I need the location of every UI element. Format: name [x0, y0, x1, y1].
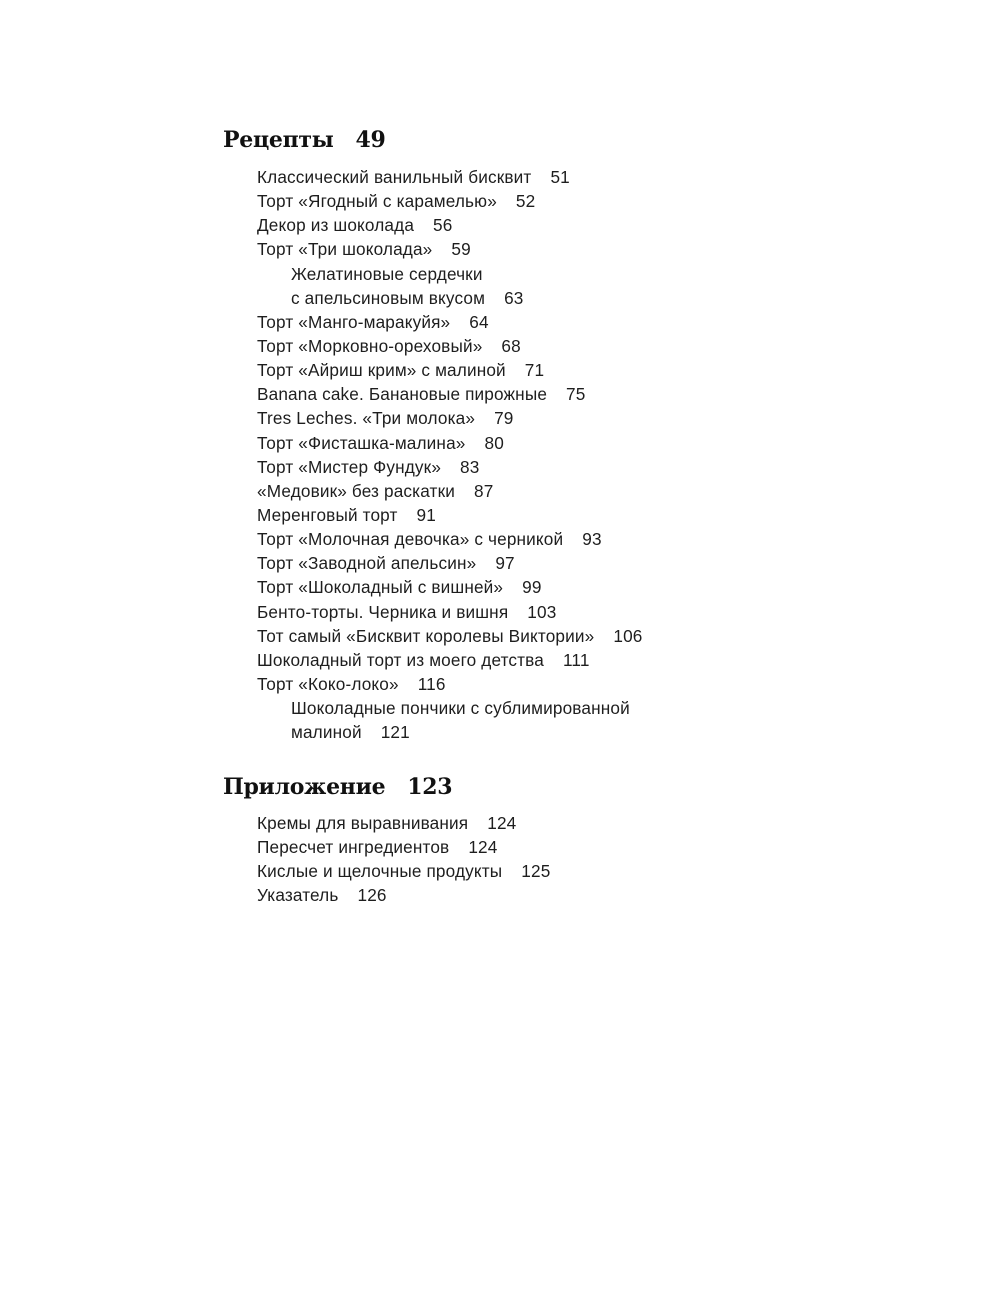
toc-entry-line [257, 551, 643, 575]
toc-entry-page-number: 124 [487, 813, 517, 833]
toc-entry-line [257, 648, 643, 672]
toc-entry-line [257, 811, 550, 835]
toc-entry-page-number: 51 [550, 167, 570, 187]
toc-entry-page-number: 87 [474, 480, 494, 501]
toc-entry-line [257, 189, 643, 213]
section-page-number: 49 [355, 127, 386, 153]
toc-entry[interactable] [257, 835, 550, 859]
toc-entry[interactable] [257, 575, 643, 599]
toc-entry-page-number: 59 [451, 239, 471, 260]
toc-entry-page-number: 97 [495, 553, 515, 574]
toc-entry[interactable] [257, 479, 643, 503]
toc-entry-title: Указатель [257, 885, 339, 906]
toc-entry-line [257, 382, 643, 406]
toc-entry-title: Шоколадный торт из моего детства [257, 649, 544, 670]
toc-entry-title: Торт «Заводной апельсин» [257, 553, 477, 574]
toc-entry-page-number: 126 [357, 885, 387, 906]
section-heading [223, 126, 643, 154]
toc-entries [257, 811, 550, 908]
toc-entry-page-number: 106 [613, 625, 643, 646]
toc-entry-title: Торт «Морковно-ореховый» [257, 335, 483, 356]
toc-entry-title: Классический ванильный бисквит [257, 167, 532, 187]
toc-entry-line [257, 406, 643, 430]
toc-entry[interactable] [257, 551, 643, 575]
toc-entry-line [257, 503, 643, 527]
toc-entry-title: Торт «Айриш крим» с малиной [257, 360, 506, 381]
toc-entry[interactable] [257, 189, 643, 213]
toc-entry-line [257, 262, 643, 286]
toc-entry-title: Торт «Три шоколада» [257, 239, 433, 260]
toc-entry-title: Тот самый «Бисквит королевы Виктории» [257, 625, 595, 646]
toc-entry-title: Торт «Фисташка-малина» [257, 432, 466, 453]
toc-entry[interactable] [257, 696, 643, 744]
toc-entry-title: «Медовик» без раскатки [257, 480, 455, 501]
toc-entry-page-number: 56 [433, 215, 453, 236]
toc-entry-page-number: 75 [566, 384, 586, 405]
toc-entry-page-number: 71 [524, 360, 545, 381]
toc-entry[interactable] [257, 382, 643, 406]
toc-entry[interactable] [257, 600, 643, 624]
toc-entry-title: Шоколадные пончики с сублимированной [291, 698, 630, 719]
toc-entry-line [257, 883, 550, 907]
toc-entry-title: малиной [291, 722, 362, 743]
toc-entry-title: Кислые и щелочные продукты [257, 861, 503, 882]
toc-entry-title: Торт «Шоколадный с вишней» [257, 577, 504, 598]
toc-entry-page-number: 64 [469, 311, 489, 332]
toc-entry-title: Tres Leches. «Три молока» [257, 408, 476, 429]
toc-entry-title: Меренговый торт [257, 504, 398, 525]
toc-entry-title: Торт «Молочная девочка» с черникой [257, 529, 564, 550]
toc-entry-title: с апельсиновым вкусом [291, 287, 486, 308]
toc-entry-page-number: 68 [501, 335, 521, 356]
toc-entry-page-number: 63 [504, 287, 524, 308]
toc-entry-line [257, 237, 643, 261]
toc-entry[interactable] [257, 358, 643, 382]
toc-entry[interactable] [257, 624, 643, 648]
toc-entry-page-number: 116 [417, 673, 446, 694]
toc-entry-page-number: 80 [484, 432, 504, 453]
toc-entry-page-number: 99 [522, 577, 542, 598]
toc-entry-line [257, 527, 643, 551]
toc-entry[interactable] [257, 334, 643, 358]
toc-entry-title: Кремы для выравнивания [257, 813, 469, 833]
toc-entry-line [257, 358, 643, 382]
toc-entry-line [257, 431, 643, 455]
toc-entry-page-number: 79 [494, 408, 514, 429]
toc-entry-line [257, 575, 643, 599]
toc-entry-line [257, 859, 550, 883]
section-title: Рецепты [223, 127, 334, 153]
toc-entry[interactable] [257, 672, 643, 696]
toc-entry[interactable] [257, 455, 643, 479]
toc-entry-title: Бенто-торты. Черника и вишня [257, 601, 509, 622]
toc-entry-page-number: 91 [416, 504, 436, 525]
toc-entry-page-number: 124 [468, 837, 498, 858]
toc-entry-title: Banana cake. Банановые пирожные [257, 384, 548, 405]
toc-entry[interactable] [257, 503, 643, 527]
toc-entry[interactable] [257, 406, 643, 430]
toc-entry-line [257, 310, 643, 334]
toc-entry-line [257, 455, 643, 479]
toc-entry[interactable] [257, 310, 643, 334]
toc-entry-title: Желатиновые сердечки [291, 263, 483, 284]
toc-entry[interactable] [257, 213, 643, 237]
toc-entry-title: Торт «Коко-локо» [257, 673, 399, 694]
toc-entry-line [257, 165, 643, 189]
section-page-number: 123 [407, 774, 453, 800]
toc-entry[interactable] [257, 883, 550, 907]
toc-section-appendix [223, 773, 550, 908]
toc-entry-page-number: 52 [515, 191, 536, 212]
section-heading [223, 773, 550, 801]
toc-entry-line [257, 479, 643, 503]
toc-section-recipes [223, 126, 643, 744]
toc-entry[interactable] [257, 859, 550, 883]
toc-entry-line [257, 720, 643, 744]
toc-entry-line [257, 600, 643, 624]
toc-entry-line [257, 334, 643, 358]
toc-entry-line [257, 624, 643, 648]
toc-entry-page-number: 125 [521, 861, 551, 882]
toc-entry-page-number: 111 [562, 649, 590, 670]
toc-entry[interactable] [257, 648, 643, 672]
toc-entry-page-number: 103 [527, 601, 557, 622]
toc-entry-line [257, 672, 643, 696]
toc-entry-page-number: 83 [460, 456, 480, 477]
toc-entry-page-number: 121 [380, 722, 410, 743]
section-title: Приложение [223, 774, 386, 800]
toc-entry-title: Торт «Ягодный с карамелью» [257, 191, 497, 212]
toc-entry-line [257, 286, 643, 310]
toc-entry[interactable] [257, 431, 643, 455]
toc-entry[interactable] [257, 811, 550, 835]
toc-entry-title: Пересчет ингредиентов [257, 837, 450, 858]
toc-entry[interactable] [257, 527, 643, 551]
toc-entry[interactable] [257, 237, 643, 261]
toc-entry-title: Торт «Мистер Фундук» [257, 456, 442, 477]
toc-entry-line [257, 696, 643, 720]
toc-entry-line [257, 835, 550, 859]
toc-entry-title: Декор из шоколада [257, 215, 415, 236]
toc-entry-title: Торт «Манго-маракуйя» [257, 311, 451, 332]
toc-entry[interactable] [257, 262, 643, 310]
toc-entry-line [257, 213, 643, 237]
toc-entry-page-number: 93 [582, 529, 602, 550]
toc-entry[interactable] [257, 165, 643, 189]
toc-entries [257, 165, 643, 744]
